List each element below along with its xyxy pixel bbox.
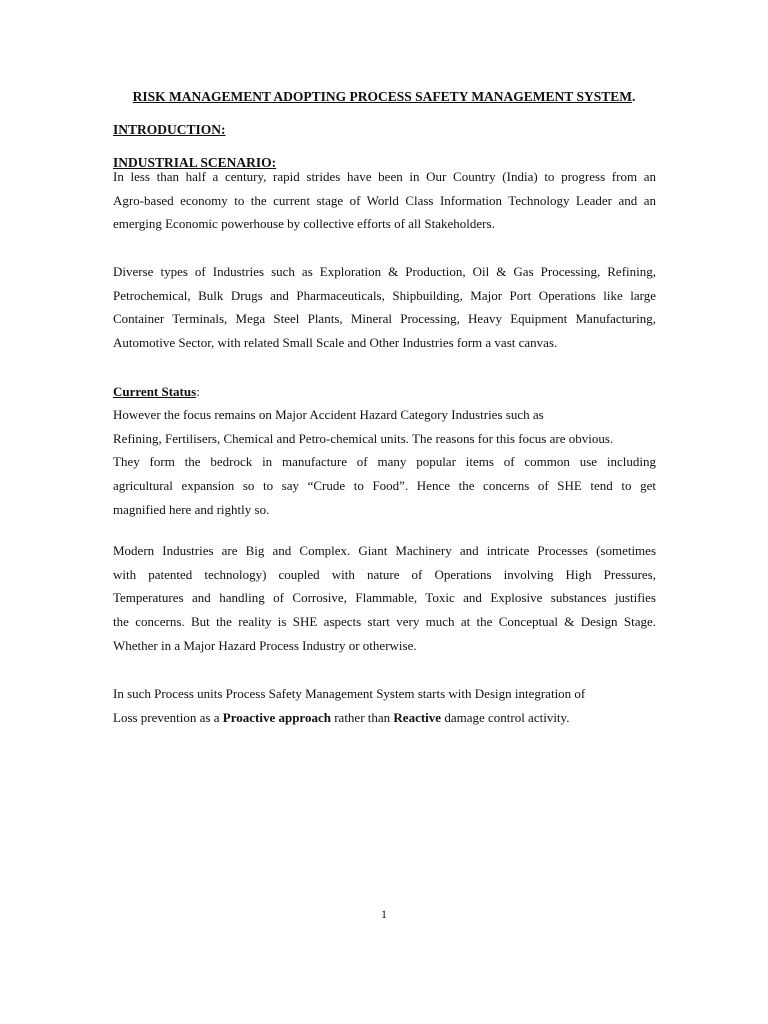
text-line: with patented technology) coupled with nature of Operations involving High Pressures, [113, 566, 656, 582]
text-line: Modern Industries are Big and Complex. Giant Machinery and intricate Processes (sometimes [113, 543, 656, 558]
paragraph-industrial-scenario [113, 165, 656, 236]
text-line: Agro-based economy to the current stage of World Class Information Technology Leader and an [113, 192, 656, 208]
reactive-emphasis: Reactive [393, 709, 442, 725]
page-number: 1 [381, 907, 387, 921]
text-line: the concerns. But the reality is SHE aspects start very much at the Conceptual & Design Stage. [113, 614, 656, 630]
current-status-label: Current Status [113, 384, 197, 399]
introduction-heading: INTRODUCTION: [113, 122, 226, 137]
current-status-colon: : [196, 384, 200, 399]
text-line [113, 706, 656, 730]
text-line: Refining, Fertilisers, Chemical and Petro-chemical units. The reasons for this focus are obvious. [113, 430, 614, 446]
text-line: They form the bedrock in manufacture of many popular items of common use including [113, 454, 656, 470]
text-line: In less than half a century, rapid strides have been in Our Country (India) to progress from an [113, 169, 656, 184]
title-period: . [631, 89, 636, 104]
text-segment: rather than [330, 709, 394, 725]
text-segment: Loss prevention as a [113, 709, 223, 725]
text-line: emerging Economic powerhouse by collective efforts of all Stakeholders. [113, 216, 495, 232]
text-segment: damage control activity. [441, 709, 570, 725]
text-line: magnified here and rightly so. [113, 501, 270, 517]
paragraph-industries [113, 260, 656, 355]
paragraph-modern-industries [113, 539, 656, 658]
industrial-scenario-heading: INDUSTRIAL SCENARIO: [113, 155, 277, 170]
text-line: In such Process units Process Safety Management System starts with Design integration of [113, 686, 586, 701]
proactive-approach-emphasis: Proactive approach [222, 709, 331, 725]
paragraph-current-status [113, 403, 656, 522]
text-line: Whether in a Major Hazard Process Industry or otherwise. [113, 637, 417, 653]
title-text: RISK MANAGEMENT ADOPTING PROCESS SAFETY MANAGEMENT SYSTEM [132, 89, 632, 104]
text-line: Temperatures and handling of Corrosive, Flammable, Toxic and Explosive substances justifies [113, 590, 656, 606]
text-line: Petrochemical, Bulk Drugs and Pharmaceuticals, Shipbuilding, Major Port Operations like large [113, 287, 656, 303]
current-status-heading [113, 380, 656, 404]
text-line: Automotive Sector, with related Small Scale and Other Industries form a vast canvas. [113, 335, 558, 351]
paragraph-process-safety [113, 682, 656, 729]
text-line: However the focus remains on Major Accident Hazard Category Industries such as [113, 407, 544, 422]
text-line: agricultural expansion so to say “Crude to Food”. Hence the concerns of SHE tend to get [113, 478, 656, 494]
document-title [0, 89, 768, 105]
text-line: Container Terminals, Mega Steel Plants, Mineral Processing, Heavy Equipment Manufacturing, [113, 311, 656, 327]
text-line: Diverse types of Industries such as Exploration & Production, Oil & Gas Processing, Refining, [113, 264, 656, 279]
